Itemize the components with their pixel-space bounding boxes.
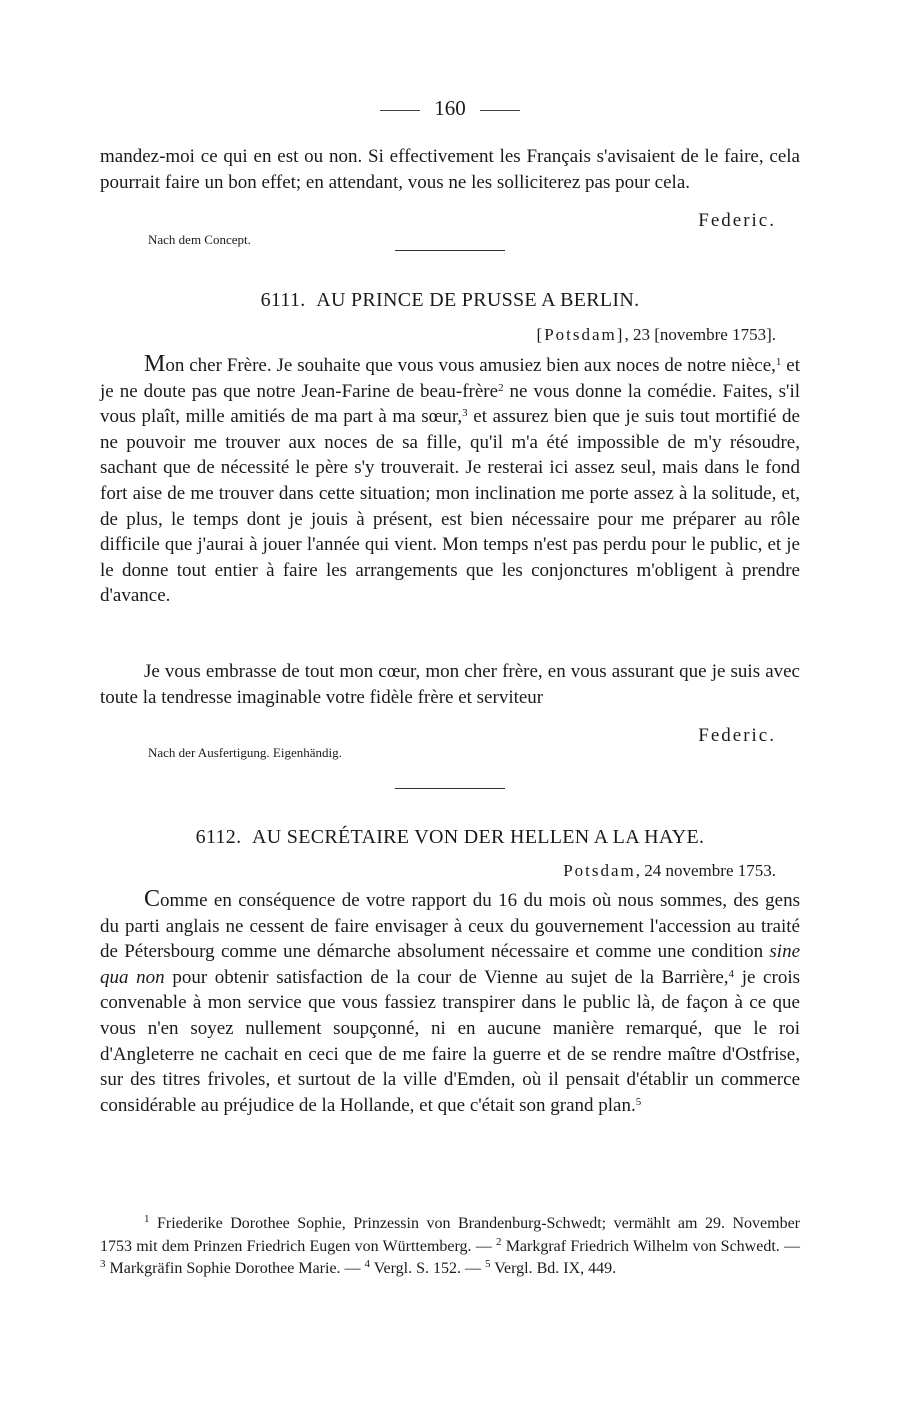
letter-6112-italic-phrase: sine qua non — [100, 941, 800, 988]
letter-6112-dropcap: C — [144, 886, 161, 912]
footnote-text-3: Markgräfin Sophie Dorothee Marie. — — [105, 1260, 365, 1277]
letter-6112-dateline — [563, 861, 776, 881]
footnote-text-5: Vergl. Bd. IX, 449. — [490, 1260, 617, 1277]
header-dash-left — [380, 110, 420, 111]
section-divider — [395, 788, 505, 789]
footnote-text-4: Vergl. S. 152. — — [370, 1260, 486, 1277]
letter-6112-text-a: omme en conséquence de votre rapport du 16 du mois où nous sommes, des gens du parti anglais ne cessent de faire envisager à ceux du gouvernement l'accession au traité de Pétersbourg comme une démarche absolument nécessaire et comme une condition — [100, 890, 800, 963]
footnote-text-2: Markgraf Friedrich Wilhelm von Schwedt. — — [501, 1237, 800, 1255]
letter-6112-number: 6112. — [195, 826, 242, 848]
footnote-ref-3: 3 — [462, 407, 468, 420]
footnotes — [100, 1213, 800, 1281]
letter-6111-signature: Federic. — [698, 725, 776, 746]
letter-6111-dropcap: M — [144, 351, 166, 377]
footnote-ref-2: 2 — [498, 381, 504, 394]
letter-6111-paragraph-1 — [100, 352, 800, 609]
footnote-number-4: 4 — [364, 1258, 371, 1270]
footnote-number-5: 5 — [485, 1258, 491, 1270]
header-dash-right — [480, 110, 520, 111]
letter-6111-text-b: et je ne doute pas que notre Jean-Farine de beau-frère — [100, 355, 800, 402]
footnote-ref-4: 4 — [728, 967, 735, 980]
page-number: 160 — [434, 96, 466, 120]
document-page — [100, 0, 800, 1404]
letter-6111-text-a: on cher Frère. Je souhaite que vous vous amusiez bien aux noces de notre nièce, — [165, 355, 776, 376]
footnote-number-2: 2 — [495, 1235, 502, 1248]
letter-6111-text-d: et assurez bien que je suis tout mortifié de ne pouvoir me trouver aux noces de sa fille, qu'il m'a été impossible de m'y résoudre, sachant que de nécessité le père s'y trouverait. Je resterai ici assez seul, mais dans le fond fort aise de me trouver dans cette situation; mon inclination me porte assez à la solitude, et, de plus, le temps dont je jouis à présent, est bien nécessaire pour me préparer au rôle difficile que j'aurai à jouer l'année qui vient. Mon temps n'est pas perdu pour le public, et je le donne tout entier à faire les arrangements que les conjonctures m'obligent à prendre d'avance. — [100, 406, 800, 607]
letter-6111-source-note: Nach der Ausfertigung. Eigenhändig. — [148, 745, 342, 760]
letter-6112-paragraph-1 — [100, 887, 800, 1118]
section-divider — [395, 250, 505, 251]
continuation-signature: Federic. — [698, 210, 776, 231]
footnote-text-1: Friederike Dorothee Sophie, Prinzessin von Brandenburg-Schwedt; vermählt am 29. November 1753 mit dem Prinzen Friedrich Eugen von Württemberg. — — [100, 1215, 800, 1255]
continuation-source-note: Nach dem Concept. — [148, 232, 251, 247]
footnote-number-3: 3 — [100, 1258, 106, 1270]
letter-6112-text-c: je crois convenable à mon service que vous fassiez transpirer dans le public là, de façon à ce que vous n'en soyez nullement soupçonné, ni en aucune manière remarqué, que le roi d'Angleterre ne cachait en ceci que de me faire la guerre et de se rendre maître d'Ostfrise, sur des titres frivoles, et surtout de la ville d'Emden, où il pensait d'établir un commerce considérable au préjudice de la Hollande, et que c'était son grand plan. — [100, 966, 800, 1116]
letter-6112-text-b: pour obtenir satisfaction de la cour de Vienne au sujet de la Barrière, — [164, 966, 729, 988]
letter-6111-heading — [100, 289, 800, 312]
letter-6111-text-c: ne vous donne la comédie. Faites, s'il vous plaît, mille amitiés de ma part à ma sœur, — [100, 380, 800, 428]
footnote-ref-5: 5 — [635, 1095, 642, 1108]
letter-6111-title: AU PRINCE DE PRUSSE A BERLIN. — [316, 289, 640, 311]
letter-6111-place: [Potsdam] — [536, 325, 625, 344]
letter-6111-dateline — [537, 325, 776, 345]
footnote-number-1: 1 — [144, 1213, 150, 1225]
footnote-ref-1: 1 — [775, 356, 782, 368]
letter-6112-date: , 24 novembre 1753. — [635, 861, 776, 880]
letter-6111-number: 6111. — [260, 289, 306, 311]
letter-6111-date: , 23 [novembre 1753]. — [624, 325, 776, 344]
letter-6112-title: AU SECRÉTAIRE VON DER HELLEN A LA HAYE. — [252, 826, 705, 848]
continuation-paragraph: mandez-moi ce qui en est ou non. Si effectivement les Français s'avisaient de le faire, cela pourrait faire un bon effet; en attendant, vous ne les solliciterez pas pour cela. — [100, 146, 800, 193]
letter-6112-heading — [100, 826, 800, 849]
letter-6111-paragraph-2: Je vous embrasse de tout mon cœur, mon cher frère, en vous assurant que je suis avec toute la tendresse imaginable votre fidèle frère et serviteur — [100, 661, 800, 708]
letter-6112-place: Potsdam — [563, 861, 636, 880]
page-header — [100, 96, 800, 121]
